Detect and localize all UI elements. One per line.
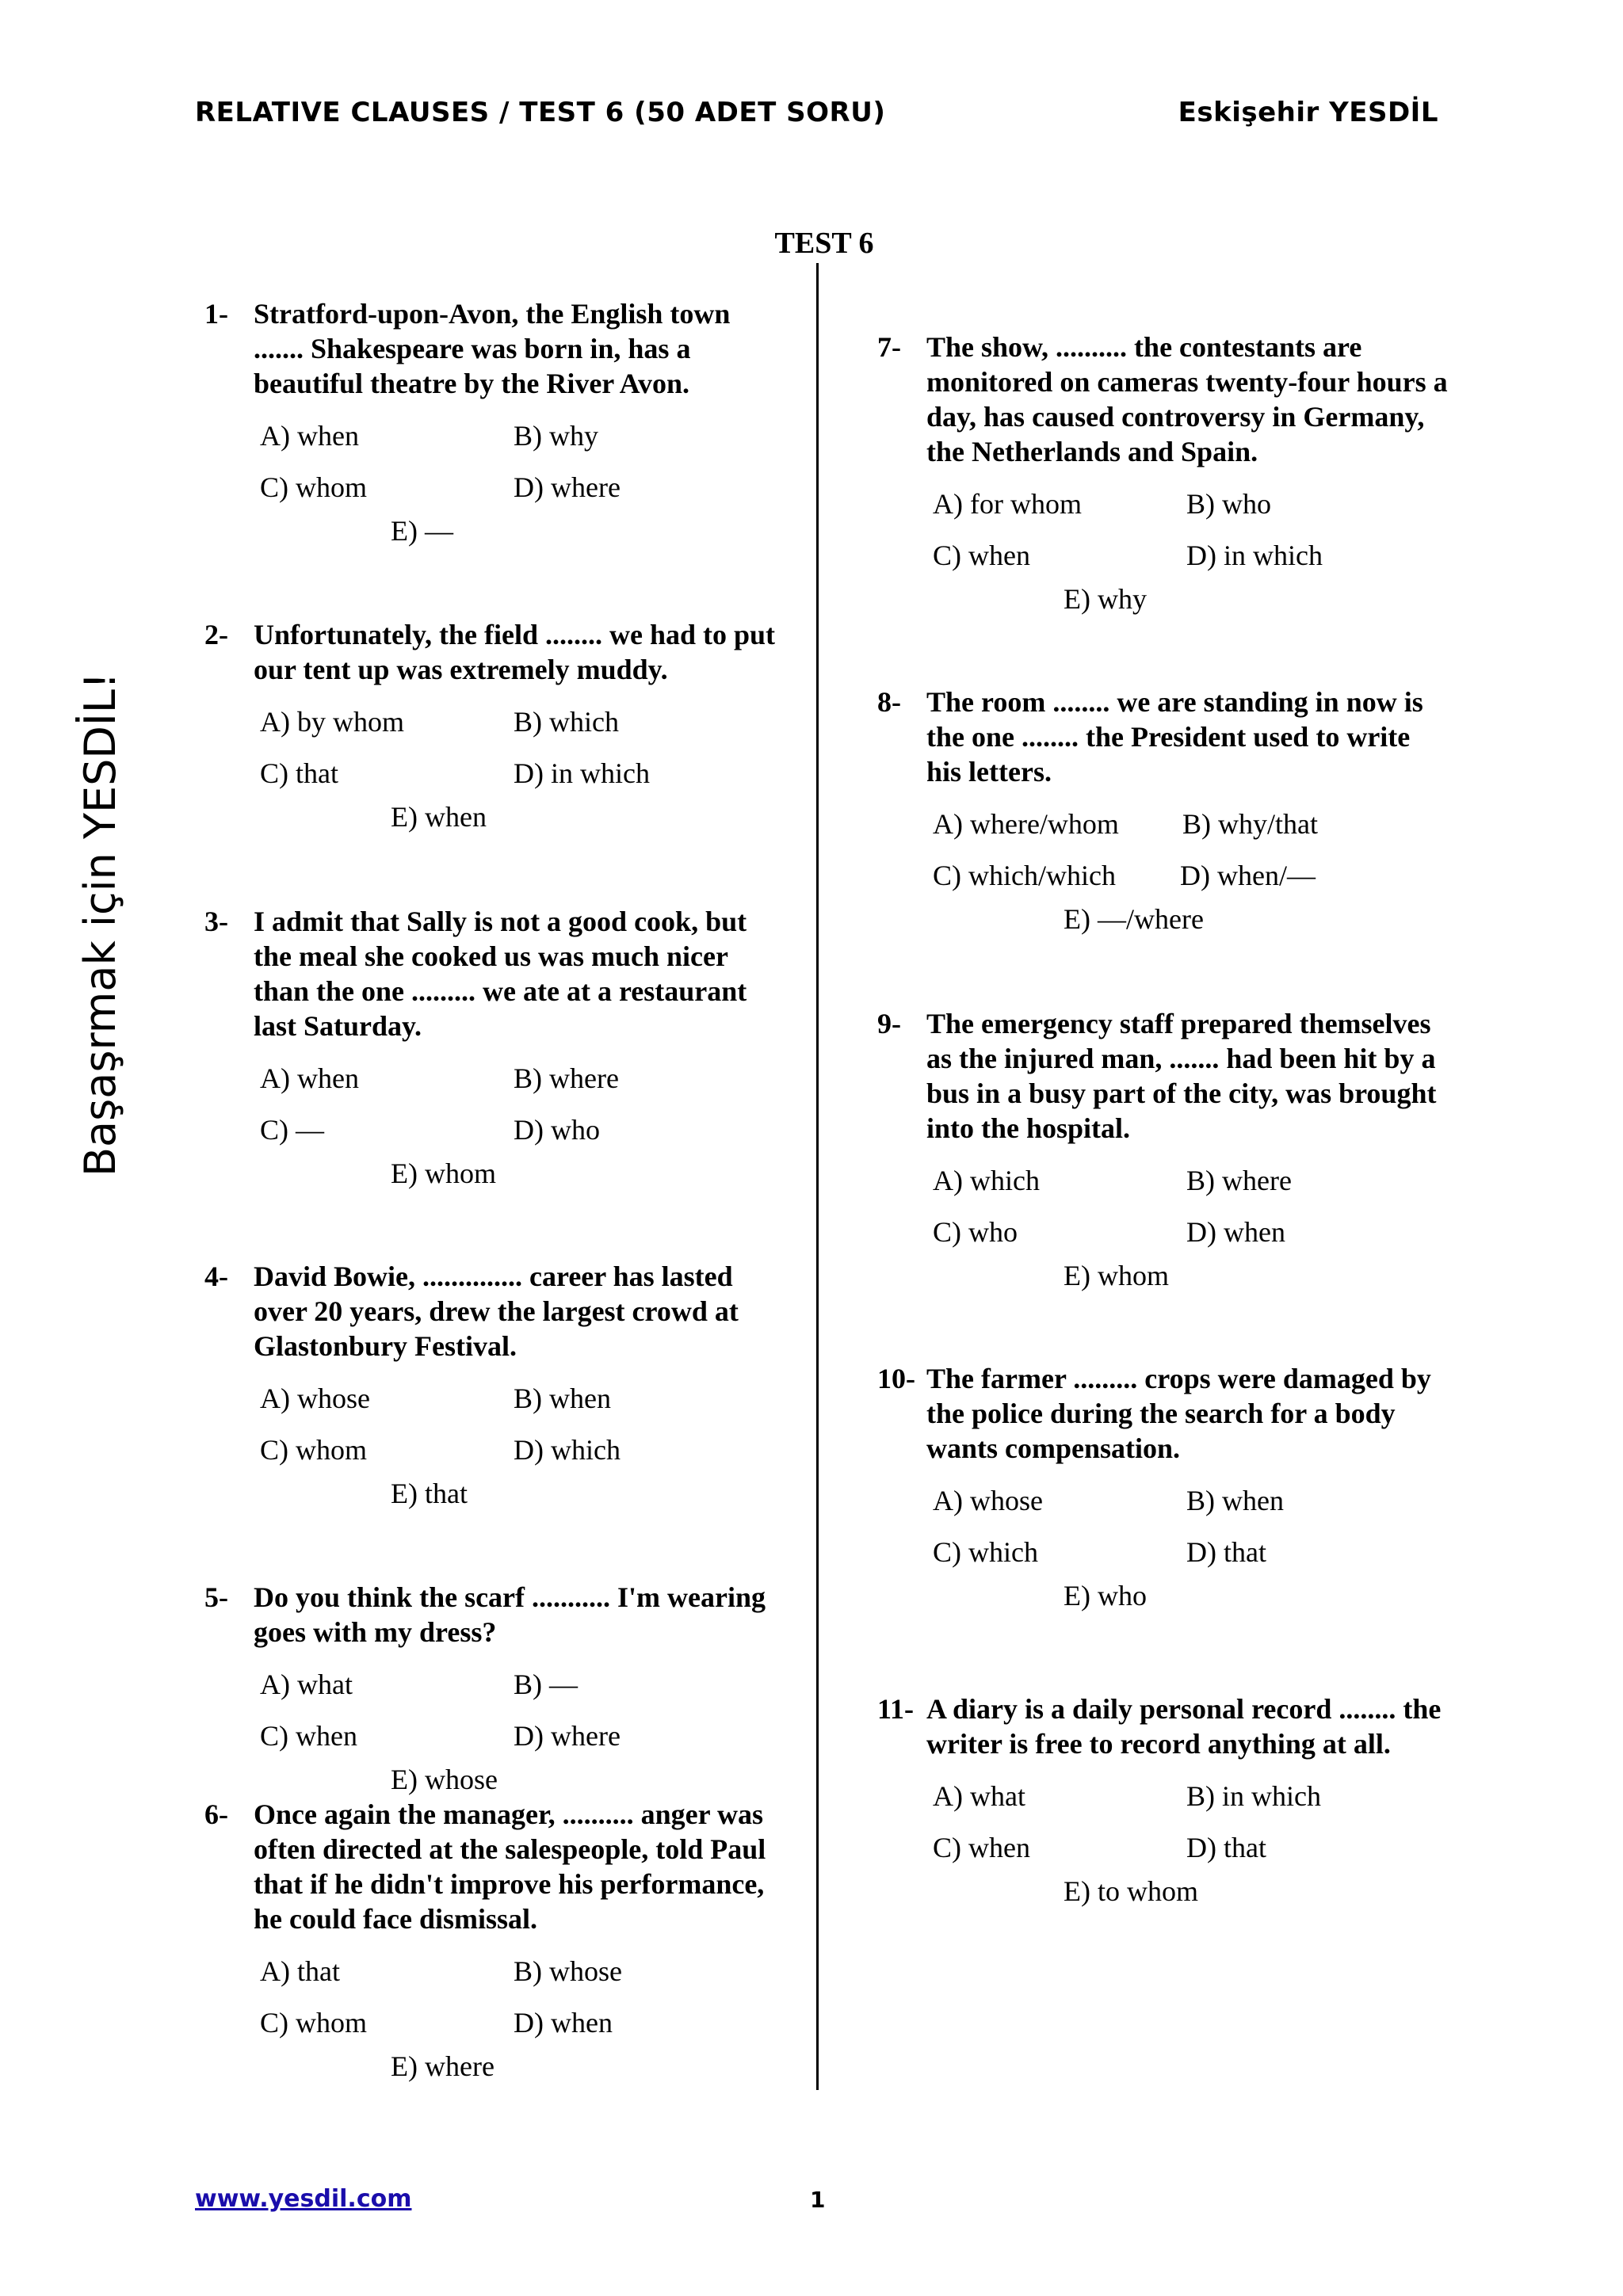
options <box>260 1954 777 2084</box>
option-b[interactable]: B) where <box>514 1062 619 1094</box>
question-text: Once again the manager, .......... anger was often directed at the salespeople, told Paul that if he didn't improve his performance, he could face dismissal. <box>254 1798 766 1935</box>
option-d[interactable]: D) that <box>1186 1536 1266 1568</box>
option-b[interactable]: B) — <box>514 1669 578 1700</box>
question-number: 2- <box>204 619 228 650</box>
option-c[interactable]: C) which <box>933 1536 1038 1568</box>
question-1 <box>204 296 777 548</box>
option-c[interactable]: C) that <box>260 757 338 789</box>
option-e[interactable]: E) whose <box>391 1764 498 1795</box>
option-a[interactable]: A) when <box>260 420 359 452</box>
option-e[interactable]: E) whom <box>1064 1260 1169 1291</box>
question-10 <box>877 1361 1449 1613</box>
option-c[interactable]: C) when <box>260 1720 357 1752</box>
question-text: The emergency staff prepared themselves as the injured man, ....... had been hit by a bus in a busy part of the city, was brought into the hospital. <box>926 1008 1437 1144</box>
question-text: Do you think the scarf ........... I'm wearing goes with my dress? <box>254 1581 766 1648</box>
option-e[interactable]: E) why <box>1064 583 1147 615</box>
option-a[interactable]: A) what <box>260 1669 353 1700</box>
option-d[interactable]: D) where <box>514 1720 621 1752</box>
option-e[interactable]: E) that <box>391 1478 468 1509</box>
question-6 <box>204 1797 777 2084</box>
question-5 <box>204 1580 777 1797</box>
option-e[interactable]: E) when <box>391 801 487 833</box>
footer-website-link[interactable]: www.yesdil.com <box>195 2185 412 2213</box>
options <box>933 1483 1449 1613</box>
question-number: 10- <box>877 1363 915 1394</box>
option-a[interactable]: A) whose <box>260 1383 370 1414</box>
option-c[interactable]: C) whom <box>260 471 367 503</box>
question-text: Stratford-upon-Avon, the English town ....... Shakespeare was born in, has a beautiful theatre by the River Avon. <box>254 298 731 399</box>
option-b[interactable]: B) why <box>514 420 598 452</box>
question-8 <box>877 685 1449 936</box>
question-text: The show, .......... the contestants are monitored on cameras twenty-four hours a day, has caused controversy in Germany, the Netherlands and Spain. <box>926 331 1448 467</box>
options <box>260 1381 777 1511</box>
option-d[interactable]: D) when <box>1186 1216 1285 1248</box>
option-c[interactable]: C) who <box>933 1216 1018 1248</box>
question-number: 6- <box>204 1798 228 1830</box>
question-text: The room ........ we are standing in now is the one ........ the President used to write his letters. <box>926 686 1423 788</box>
options <box>260 1061 777 1191</box>
options <box>933 1163 1449 1293</box>
options <box>933 807 1449 936</box>
option-a[interactable]: A) where/whom <box>933 808 1119 840</box>
option-d[interactable]: D) when <box>514 2007 613 2039</box>
option-e[interactable]: E) who <box>1064 1580 1147 1611</box>
question-number: 5- <box>204 1581 228 1613</box>
question-text: I admit that Sally is not a good cook, but the meal she cooked us was much nicer than the one ......... we ate at a restaurant last Saturday. <box>254 906 747 1042</box>
option-b[interactable]: B) when <box>1186 1485 1284 1516</box>
option-b[interactable]: B) whose <box>514 1955 622 1987</box>
option-a[interactable]: A) whose <box>933 1485 1043 1516</box>
question-7 <box>877 330 1449 616</box>
option-c[interactable]: C) — <box>260 1114 324 1146</box>
options <box>933 486 1449 616</box>
option-b[interactable]: B) where <box>1186 1165 1292 1196</box>
header-institution: Eskişehir YESDİL <box>1178 97 1438 128</box>
option-e[interactable]: E) — <box>391 515 453 547</box>
option-b[interactable]: B) in which <box>1186 1780 1321 1812</box>
options <box>260 704 777 834</box>
option-a[interactable]: A) that <box>260 1955 340 1987</box>
option-c[interactable]: C) when <box>933 540 1030 571</box>
option-a[interactable]: A) when <box>260 1062 359 1094</box>
question-number: 11- <box>877 1693 915 1725</box>
option-b[interactable]: B) who <box>1186 488 1271 520</box>
option-d[interactable]: D) that <box>1186 1832 1266 1863</box>
question-11 <box>877 1691 1449 1909</box>
option-b[interactable]: B) when <box>514 1383 611 1414</box>
option-a[interactable]: A) by whom <box>260 706 404 738</box>
option-d[interactable]: D) when/— <box>1180 860 1316 891</box>
option-e[interactable]: E) whom <box>391 1158 496 1189</box>
option-d[interactable]: D) where <box>514 471 621 503</box>
question-2 <box>204 617 777 834</box>
question-number: 4- <box>204 1261 228 1292</box>
option-b[interactable]: B) which <box>514 706 619 738</box>
option-a[interactable]: A) for whom <box>933 488 1082 520</box>
question-text: The farmer ......... crops were damaged by the police during the search for a body wants compensation. <box>926 1363 1431 1464</box>
page-number: 1 <box>810 2187 826 2213</box>
options <box>260 1667 777 1797</box>
question-text: Unfortunately, the field ........ we had to put our tent up was extremely muddy. <box>254 619 776 685</box>
question-text: A diary is a daily personal record ........ the writer is free to record anything at all. <box>926 1693 1442 1760</box>
option-c[interactable]: C) whom <box>260 1434 367 1466</box>
question-text: David Bowie, .............. career has lasted over 20 years, drew the largest crowd at Glastonbury Festival. <box>254 1261 739 1362</box>
option-e[interactable]: E) —/where <box>1064 903 1204 935</box>
question-4 <box>204 1259 777 1511</box>
option-b[interactable]: B) why/that <box>1182 808 1318 840</box>
options <box>260 418 777 548</box>
question-number: 3- <box>204 906 228 937</box>
option-e[interactable]: E) to whom <box>1064 1875 1198 1907</box>
question-number: 9- <box>877 1008 901 1039</box>
option-d[interactable]: D) in which <box>514 757 650 789</box>
column-divider <box>816 263 819 2090</box>
question-number: 7- <box>877 331 901 363</box>
option-d[interactable]: D) who <box>514 1114 600 1146</box>
option-d[interactable]: D) which <box>514 1434 621 1466</box>
side-slogan: Başaşrmak için YESDİL! <box>75 672 125 1177</box>
option-a[interactable]: A) which <box>933 1165 1040 1196</box>
header-title: RELATIVE CLAUSES / TEST 6 (50 ADET SORU) <box>195 97 886 128</box>
option-c[interactable]: C) when <box>933 1832 1030 1863</box>
option-a[interactable]: A) what <box>933 1780 1025 1812</box>
option-c[interactable]: C) whom <box>260 2007 367 2039</box>
question-number: 1- <box>204 298 228 330</box>
option-e[interactable]: E) where <box>391 2050 495 2082</box>
question-3 <box>204 904 777 1191</box>
test-title: TEST 6 <box>774 227 874 260</box>
question-number: 8- <box>877 686 901 718</box>
question-9 <box>877 1006 1449 1293</box>
option-c[interactable]: C) which/which <box>933 860 1116 891</box>
options <box>933 1779 1449 1909</box>
option-d[interactable]: D) in which <box>1186 540 1323 571</box>
